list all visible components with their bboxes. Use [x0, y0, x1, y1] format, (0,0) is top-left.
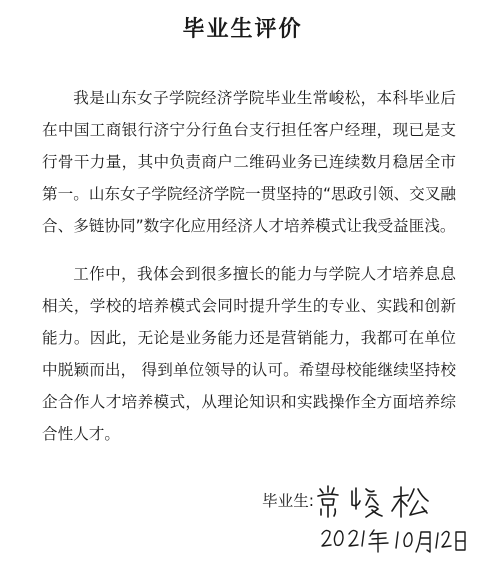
document-title: 毕业生评价 [182, 17, 303, 42]
paragraph-2 [42, 258, 456, 450]
handwritten-signature [314, 483, 436, 519]
paragraph-2-text: 工作中，我体会到很多擅长的能力与学院人才培养息息相关，学校的培养模式会同时提升学生的专业、实践和创新能力。因此，无论是业务能力还是营销能力，我都可在单位中脱颖而出， 得到单位领导的认可。希望母校能继续坚持校企合作人才培养模式，从理论知识和实践操作全方面培养综合性人才。 [42, 265, 456, 443]
signature-label: 毕业生: [262, 492, 315, 510]
date-handwritten [318, 524, 468, 556]
paragraph-1-text: 我是山东女子学院经济学院毕业生常峻松，本科毕业后在中国工商银行济宁分行鱼台支行担任客户经理，现已是支行骨干力量，其中负责商户二维码业务已连续数月稳居全市第一。山东女子学院经济学院一贯坚持的“思政引领、交叉融合、多链协同”数字化应用经济人才培养模式让我受益匪浅。 [42, 89, 456, 235]
signature-row [262, 483, 436, 519]
handwritten-date [318, 524, 468, 556]
paragraph-1 [42, 82, 456, 242]
